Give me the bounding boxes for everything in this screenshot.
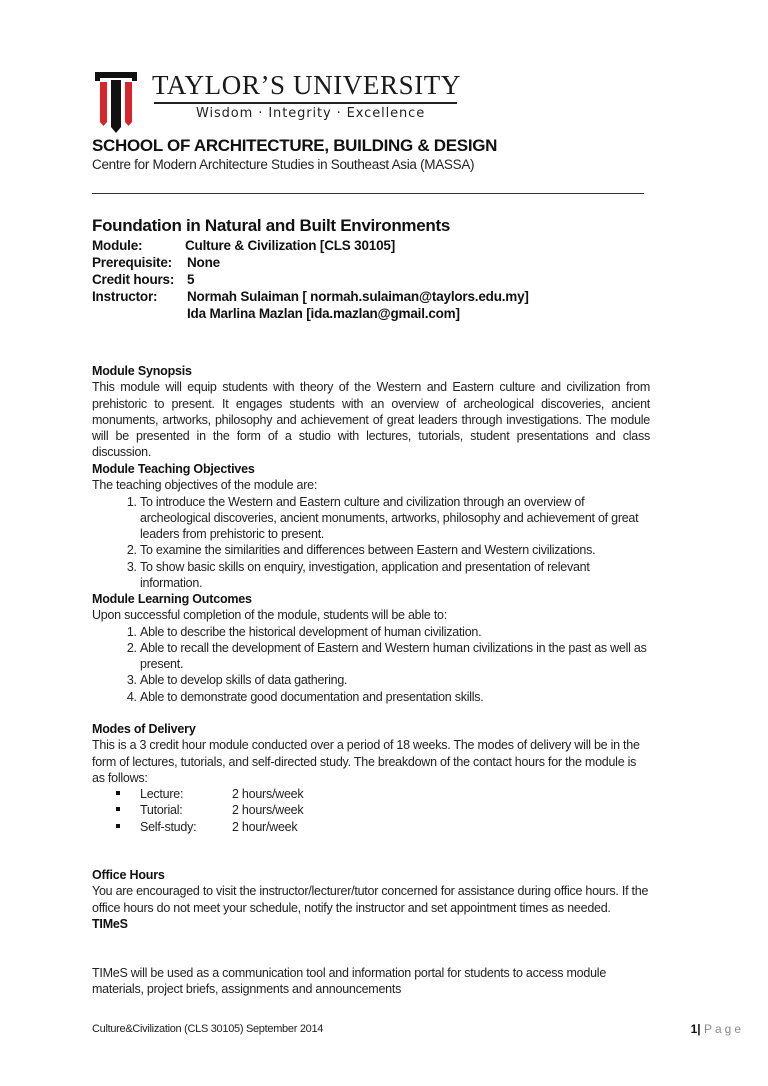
meta-label: Prerequisite: xyxy=(92,255,172,270)
meta-label: Instructor: xyxy=(92,289,158,304)
section-synopsis xyxy=(92,363,650,461)
list-item: 1. To introduce the Western and Eastern culture and civilization through an overview of archeological discoveries, ancient monuments, artworks, philosophy and achievement of great leaders from prehistoric to present. xyxy=(140,494,650,543)
mode-label: Tutorial: xyxy=(140,803,183,818)
list-item: 2. To examine the similarities and differences between Eastern and Western civilizations. xyxy=(140,542,650,558)
meta-value: Ida Marlina Mazlan [ida.mazlan@gmail.com] xyxy=(187,306,460,321)
delivery-mode-item xyxy=(92,819,650,835)
delivery-mode-item xyxy=(92,802,650,818)
section-heading: Module Teaching Objectives xyxy=(92,462,255,476)
meta-value: Culture & Civilization [CLS 30105] xyxy=(185,238,395,253)
delivery-mode-item xyxy=(92,786,650,802)
objectives-intro: The teaching objectives of the module are: xyxy=(92,478,318,493)
meta-value: Normah Sulaiman [ normah.sulaiman@taylors.edu.my] xyxy=(187,289,529,304)
delivery-modes-list xyxy=(92,786,650,835)
mode-hours: 2 hour/week xyxy=(232,819,298,834)
objectives-list xyxy=(92,494,650,592)
taylors-shield-icon xyxy=(94,70,138,134)
programme-title: Foundation in Natural and Built Environments xyxy=(92,216,450,235)
meta-value: 5 xyxy=(187,272,195,287)
mode-hours: 2 hours/week xyxy=(232,803,304,818)
list-item: 4. Able to demonstrate good documentation and presentation skills. xyxy=(140,689,650,705)
synopsis-text: This module will equip students with theory of the Western and Eastern culture and civilization from prehistoric to present. It engages students with an overview of archeological discoveries, ancient monuments, artworks, philosophy and achievement of great leaders through investigations. The module will be presented in the form of a studio with lectures, tutorials, student presentations and class discussion. xyxy=(92,380,650,460)
section-times-body xyxy=(92,965,650,998)
logo-divider xyxy=(154,102,457,104)
square-bullet-icon xyxy=(116,791,120,795)
university-logo xyxy=(94,70,464,136)
list-item: 1. Able to describe the historical development of human civilization. xyxy=(140,624,650,640)
section-delivery xyxy=(92,721,650,835)
university-name: TAYLOR’S UNIVERSITY xyxy=(152,70,461,100)
footer-course-label: Culture&Civilization (CLS 30105) September 2014 xyxy=(92,1023,324,1035)
page-label: Page xyxy=(703,1022,744,1036)
header-divider xyxy=(92,193,644,194)
section-heading: Modes of Delivery xyxy=(92,722,196,736)
meta-label: Credit hours: xyxy=(92,272,175,287)
section-objectives xyxy=(92,461,650,591)
section-outcomes xyxy=(92,591,650,705)
square-bullet-icon xyxy=(116,807,120,811)
meta-value: None xyxy=(187,255,220,270)
section-office-hours xyxy=(92,867,650,916)
page-separator: | xyxy=(697,1022,701,1036)
school-title: SCHOOL OF ARCHITECTURE, BUILDING & DESIGN xyxy=(92,136,498,155)
section-heading: TIMeS xyxy=(92,917,128,931)
section-heading: Module Learning Outcomes xyxy=(92,592,252,606)
times-text: TIMeS will be used as a communication tool and information portal for students to access module materials, project briefs, assignments and announcements xyxy=(92,966,607,997)
outcomes-list xyxy=(92,624,650,705)
section-heading: Module Synopsis xyxy=(92,364,192,378)
outcomes-intro: Upon successful completion of the module, students will be able to: xyxy=(92,608,447,623)
meta-label: Module: xyxy=(92,238,143,253)
delivery-text: This is a 3 credit hour module conducted over a period of 18 weeks. The modes of delivery will be in the form of lectures, tutorials, and self-directed study. The breakdown of the contact hours for the module is as follows: xyxy=(92,738,640,785)
centre-subtitle: Centre for Modern Architecture Studies in Southeast Asia (MASSA) xyxy=(92,157,475,172)
list-item: 3. Able to develop skills of data gathering. xyxy=(140,672,650,688)
university-tagline: Wisdom · Integrity · Excellence xyxy=(196,106,426,121)
mode-label: Lecture: xyxy=(140,787,184,802)
section-heading: Office Hours xyxy=(92,868,165,882)
list-item: 2. Able to recall the development of Eastern and Western human civilizations in the past as well as present. xyxy=(140,640,650,673)
office-hours-text: You are encouraged to visit the instructor/lecturer/tutor concerned for assistance during office hours. If the office hours do not meet your schedule, notify the instructor and set appointment times as needed. xyxy=(92,884,649,915)
list-item: 3. To show basic skills on enquiry, investigation, application and presentation of relevant information. xyxy=(140,559,650,592)
section-times xyxy=(92,916,650,932)
footer-page-number xyxy=(691,1022,744,1036)
square-bullet-icon xyxy=(116,824,120,828)
mode-label: Self-study: xyxy=(140,819,197,834)
mode-hours: 2 hours/week xyxy=(232,787,304,802)
page-number: 1 xyxy=(690,1022,698,1036)
